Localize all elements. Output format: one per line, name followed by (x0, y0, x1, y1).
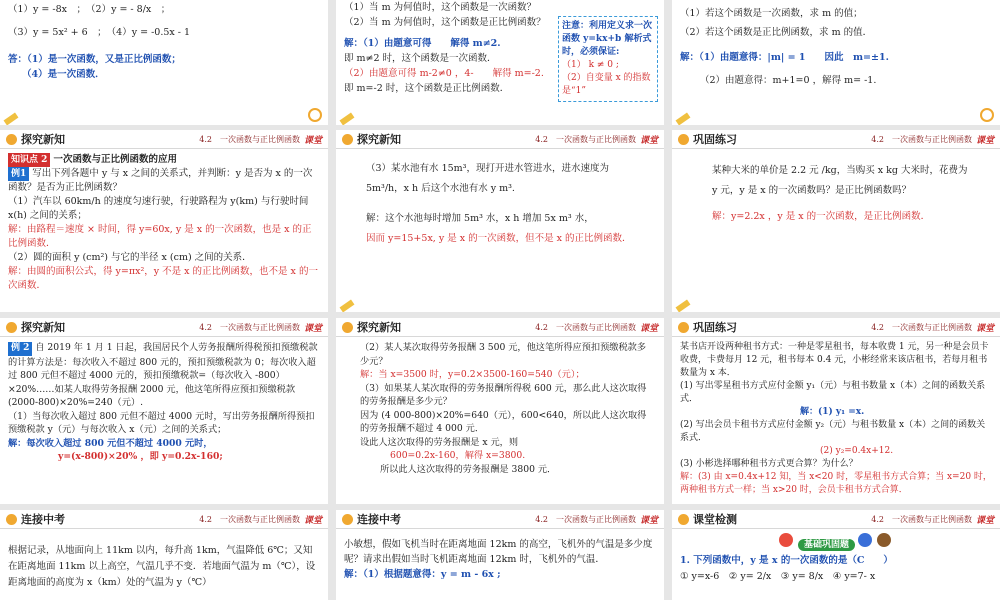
s2-sol4: 即 m=-2 时，这个函数是正比例函数． (344, 83, 510, 94)
header-title: 连接中考 (357, 513, 401, 526)
course-label: 4.2 一次函数与正比例函数 (535, 134, 636, 144)
s4-q1: （1）汽车以 60km/h 的速度匀速行驶，行驶路程为 y(km) 与行驶时间 x(h) 之间的关系； (8, 196, 309, 221)
slide-5[interactable] (336, 130, 664, 312)
badge-icon (6, 134, 17, 145)
s9-question: 某书店开设两种租书方式：一种是零星租书，每本收费 1 元，另一种是会员卡收费，卡费每月 12 元，租书每本 0.4 元，小彬经常来该店租书，若每月租书数量为 x 本． (680, 342, 989, 378)
s8-a3a: 因为 (4 000-800)×20%=640（元），600<640，所以此人这次取得的劳务报酬不超过 4 000 元． (360, 409, 647, 434)
pencil-icon (4, 113, 19, 125)
brand-label: 课堂 (639, 323, 658, 334)
slide-header (672, 130, 1000, 149)
s5-question: （3）某水池有水 15m³，现打开进水管进水，进水速度为 5m³/h，x h 后这个水池有水 y m³. (366, 163, 609, 194)
s12-options: ① y=x-6 ② y= 2/x ③ y= 8/x ④ y=7- x (680, 571, 876, 582)
badge-icon (6, 514, 17, 525)
course-label: 4.2 一次函数与正比例函数 (199, 514, 300, 524)
brand-label: 课堂 (639, 515, 658, 526)
badge-icon (342, 514, 353, 525)
course-label: 4.2 一次函数与正比例函数 (871, 322, 972, 332)
s9-q1: (1) 写出零星租书方式应付金额 y₁（元）与租书数量 x（本）之间的函数关系式． (680, 381, 986, 404)
course-label: 4.2 一次函数与正比例函数 (535, 322, 636, 332)
slide-10[interactable] (0, 510, 328, 600)
slide-4[interactable] (0, 130, 328, 312)
s4-q2: （2）圆的面积 y (cm²) 与它的半径 x (cm) 之间的关系． (8, 252, 252, 263)
header-title: 巩固练习 (693, 133, 737, 146)
s4-a1: 解：由路程＝速度 × 时间，得 y=60x, y 是 x 的一次函数，也是 x 的正比例函数． (8, 224, 312, 249)
course-label: 4.2 一次函数与正比例函数 (199, 322, 300, 332)
s2-sol3: （2）由题意可得 m-2≠0 ，4- 解得 m=-2. (344, 68, 544, 79)
slide-header (672, 510, 1000, 529)
slide-3[interactable] (672, 0, 1000, 125)
s2-line2: （2）当 m 为何值时，这个函数是正比例函数？ (344, 17, 546, 28)
s8-q2: （2）某人某次取得劳务报酬 3 500 元，他这笔所得应预扣预缴税款多少元？ (360, 342, 647, 367)
header-title: 探究新知 (21, 133, 65, 146)
note-item-2: （2）自变量 x 的指数是“1” (562, 73, 651, 96)
header-title: 连接中考 (21, 513, 65, 526)
note-item-1: （1） k ≠ 0 ; (562, 60, 619, 70)
s5-a1: 解：这个水池每时增加 5m³ 水，x h 增加 5x m³ 水， (366, 213, 594, 224)
badge-icon (678, 322, 689, 333)
s7-q1: （1）当每次收入超过 800 元但不超过 4000 元时，写出劳务报酬所得预扣预缴税款 y（元）与每次收入 x（元）之间的关系式； (8, 410, 315, 435)
banner-label: 基础巩固题 (798, 539, 855, 551)
s2-line1: （1）当 m 为何值时，这个函数是一次函数？ (344, 2, 537, 13)
s8-a3d: 所以此人这次取得的劳务报酬是 3800 元． (380, 463, 557, 475)
s3-sol1: 解：（1）由题意得：|m| = 1 因此 m=±1. (680, 52, 889, 63)
s5-a2: 因而 y=15+5x, y 是 x 的一次函数，但不是 x 的正比例函数． (366, 233, 632, 244)
s3-line1: （1）若这个函数是一次函数，求 m 的值； (680, 8, 863, 19)
s7-a2: y=(x-800)×20% ，即 y=0.2x-160; (58, 451, 223, 462)
magnifier-icon (308, 108, 322, 122)
s2-sol2: 即 m≠2 时，这个函数是一次函数． (344, 53, 497, 64)
s9-a2: (2) y₂=0.4x+12. (820, 446, 894, 456)
slide-9[interactable] (672, 318, 1000, 504)
brand-label: 课堂 (303, 135, 322, 146)
slide-2[interactable] (336, 0, 664, 125)
s9-q3: (3) 小彬选择哪种租书方式更合算？为什么？ (680, 459, 858, 469)
s3-line2: （2）若这个函数是正比例函数，求 m 的值． (680, 27, 873, 38)
slide-11[interactable] (336, 510, 664, 600)
s7-a1: 解：每次收入超过 800 元但不超过 4000 元时， (8, 437, 213, 449)
s8-q3: （3）如果某人某次取得的劳务报酬所得税 600 元，那么此人这次取得的劳务报酬是多少元？ (360, 382, 647, 407)
course-label: 4.2 一次函数与正比例函数 (199, 134, 300, 144)
s10-text: 根据记录，从地面向上 11km 以内，每升高 1km，气温降低 6℃；又知在距离地面 11km 以上高空，气温几乎不变．若地面气温为 m（℃），设距离地面的高度为 x（km）处的气温为 y（℃） (8, 545, 316, 588)
s8-a3c: 600=0.2x-160，解得 x=3800. (390, 450, 526, 461)
header-title: 探究新知 (357, 133, 401, 146)
header-title: 课堂检测 (693, 513, 737, 526)
s9-a3: 解：(3) 由 x=0.4x+12 知，当 x<20 时，零星租书方式合算；当 x=20 时，两种租书方式一样；当 x>20 时，会员卡租书方式合算． (680, 472, 992, 495)
s3-sol2: （2）由题意得：m+1=0 ，解得 m= -1. (700, 75, 877, 86)
course-label: 4.2 一次函数与正比例函数 (535, 514, 636, 524)
example-tag: 例 2 (8, 342, 32, 356)
note-box (558, 16, 658, 102)
slide-7[interactable] (0, 318, 328, 504)
s7-text: 自 2019 年 1 月 1 日起，我国居民个人劳务报酬所得税预扣预缴税款的计算方法是：每次收入不超过 800 元的，预扣预缴税款为 0；每次收入超过 800 元但不超过 4000 元的，预扣预缴税款=（每次收入 -800）×20%……如某人取得劳务报酬 2000 元，他这笔所得应预扣预缴税款 (2000-800)×20%=240（元）. (8, 342, 318, 408)
s8-a2: 解：当 x=3500 时，y=0.2×3500-160=540（元）； (360, 369, 585, 380)
example-tag: 例1 (8, 167, 29, 181)
slide-header (336, 318, 664, 337)
section-heading: 一次函数与正比例函数的应用 (53, 154, 177, 165)
slide-1[interactable] (0, 0, 328, 125)
header-title: 探究新知 (21, 321, 65, 334)
slide-header (336, 130, 664, 149)
s1-line2: （3）y = 5x² + 6 ； （4）y = -0.5x - 1 (8, 27, 191, 38)
s2-sol1: 解：（1）由题意可得 解得 m≠2. (344, 38, 501, 49)
s4-a2: 解：由圆的面积公式，得 y=πx²，y 不是 x 的正比例函数，也不是 x 的一次函数． (8, 266, 318, 291)
magnifier-icon (980, 108, 994, 122)
badge-icon (6, 322, 17, 333)
s6-answer: 解：y=2.2x ，y 是 x 的一次函数，是正比例函数． (712, 211, 931, 222)
slide-header (0, 130, 328, 149)
brand-label: 课堂 (639, 135, 658, 146)
s1-ans1: 答：（1）是一次函数，又是正比例函数； (8, 54, 181, 65)
brand-label: 课堂 (975, 135, 994, 146)
slide-header (0, 318, 328, 337)
slide-header (336, 510, 664, 529)
pencil-icon (340, 113, 355, 125)
course-label: 4.2 一次函数与正比例函数 (871, 514, 972, 524)
flower-icon (779, 533, 793, 547)
badge-icon (342, 134, 353, 145)
header-title: 探究新知 (357, 321, 401, 334)
s4-question: 写出下列各题中 y 与 x 之间的关系式，并判断：y 是否为 x 的一次函数？是否为正比例函数？ (8, 168, 313, 193)
flower-icon (858, 533, 872, 547)
slide-header (672, 318, 1000, 337)
slide-header (0, 510, 328, 529)
brand-label: 课堂 (975, 323, 994, 334)
s11-text: 小敏想，假如飞机当时在距离地面 12km 的高空，飞机外的气温是多少度呢？请求出假如当时飞机距离地面 12km 时，飞机外的气温． (344, 539, 653, 565)
s1-line1: （1）y = -8x ； （2）y = - 8/x ； (8, 4, 171, 15)
badge-icon (678, 514, 689, 525)
s6-question: 某种大米的单价是 2.2 元 /kg，当购买 x kg 大米时，花费为 y 元，y 是 x 的一次函数吗？是正比例函数吗？ (712, 165, 968, 196)
s8-a3b: 设此人这次取得的劳务报酬是 x 元，则 (360, 436, 519, 448)
brand-label: 课堂 (975, 515, 994, 526)
brand-label: 课堂 (303, 515, 322, 526)
flower-icon (877, 533, 891, 547)
s9-q2: (2) 写出会员卡租书方式应付金额 y₂（元）与租书数量 x（本）之间的函数关系式． (680, 420, 986, 443)
brand-label: 课堂 (303, 323, 322, 334)
s11-answer: 解：（1）根据题意得：y = m - 6x ; (344, 569, 501, 580)
badge-icon (678, 134, 689, 145)
slide-6[interactable] (672, 130, 1000, 312)
s9-a1: 解：(1) y₁ =x. (800, 407, 865, 417)
knowledge-tag: 知识点 2 (8, 153, 50, 167)
slide-12[interactable] (672, 510, 1000, 600)
pencil-icon (676, 113, 691, 125)
banner (680, 533, 992, 553)
pencil-icon (340, 300, 355, 312)
course-label: 4.2 一次函数与正比例函数 (871, 134, 972, 144)
note-title: 注意：利用定义求一次函数 y=kx+b 解析式时，必须保证: (562, 21, 653, 57)
s1-ans2: （4）是一次函数． (22, 69, 105, 80)
badge-icon (342, 322, 353, 333)
pencil-icon (676, 300, 691, 312)
header-title: 巩固练习 (693, 321, 737, 334)
s12-question: 1. 下列函数中，y 是 x 的一次函数的是（C ） (680, 555, 893, 566)
slide-8[interactable] (336, 318, 664, 504)
